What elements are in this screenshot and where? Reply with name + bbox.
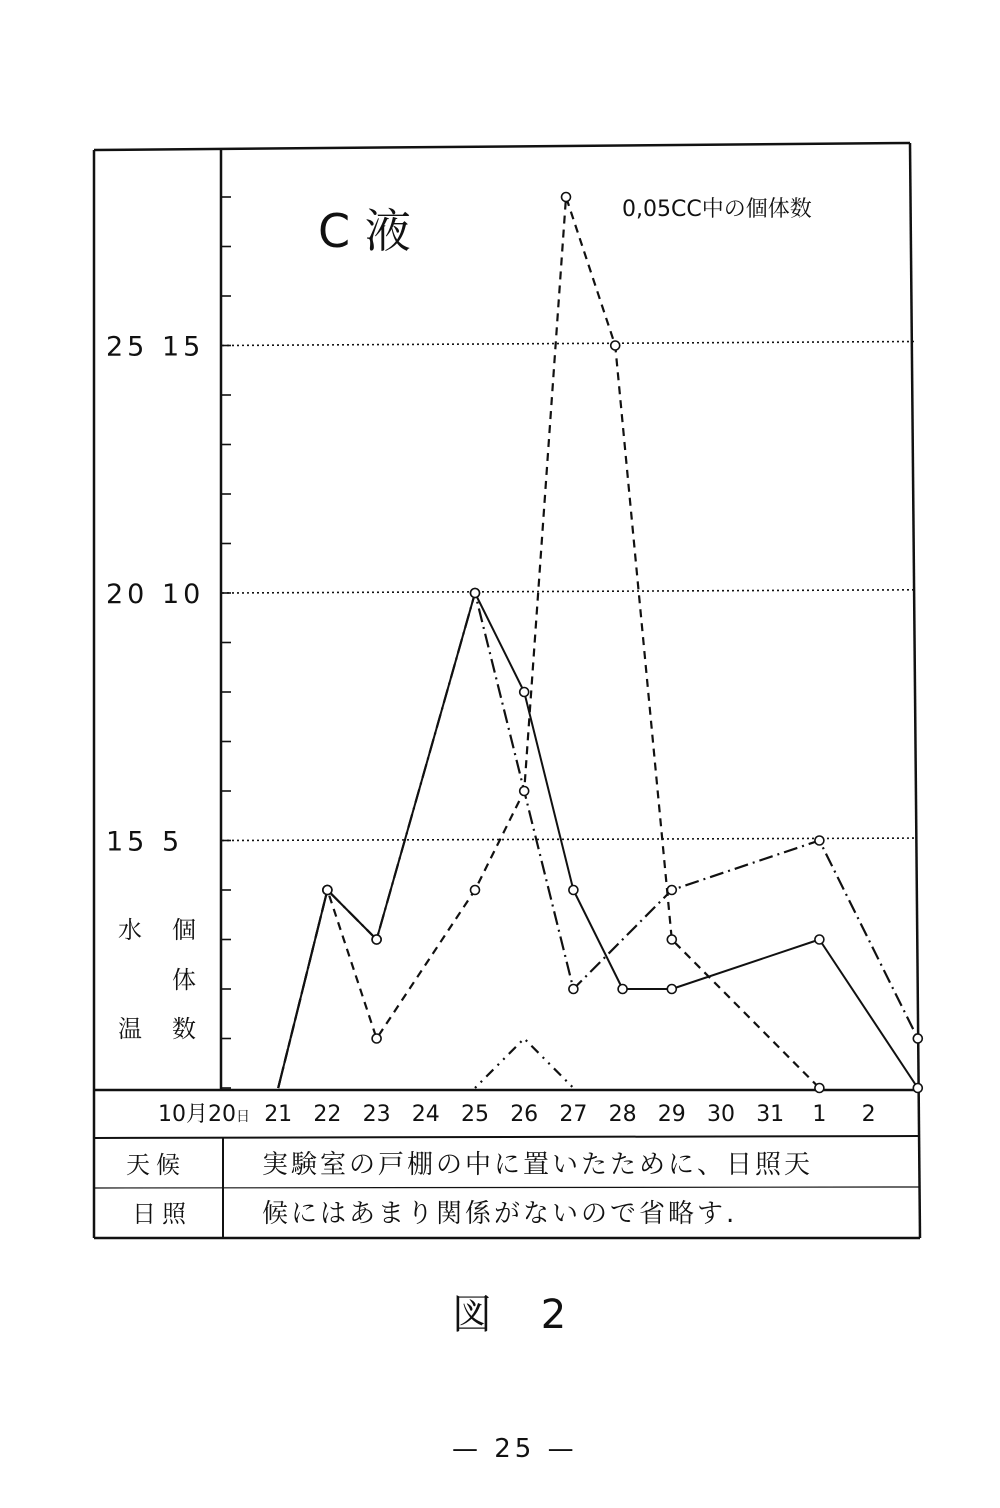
series-line-dot-dot-dash (475, 1039, 573, 1089)
x-label-26: 26 (510, 1102, 539, 1127)
series-1-point-7 (667, 935, 676, 944)
x-label-25: 25 (461, 1102, 489, 1127)
x-label-29: 29 (657, 1102, 686, 1127)
x-label-2: 2 (861, 1102, 876, 1127)
x-label-27: 27 (559, 1102, 588, 1127)
grid-line-10 (222, 590, 914, 593)
figure-caption: 図 2 (452, 1292, 585, 1338)
ylabel-right-1: 個 (172, 916, 202, 944)
series-0-point-7 (913, 1034, 922, 1043)
series-0-point-6 (815, 836, 824, 845)
chart-title: C 液 (318, 204, 411, 258)
series-1-point-3 (471, 886, 480, 895)
series-line-dashed (278, 197, 819, 1088)
series-1-point-5 (562, 193, 571, 202)
frame-top (94, 143, 910, 150)
x-label-month: 10月 (158, 1102, 208, 1127)
x-label-31: 31 (756, 1102, 785, 1127)
ylabel-right-3: 数 (172, 1015, 202, 1043)
series-2-point-5 (569, 886, 578, 895)
data-series (278, 193, 922, 1093)
y-label-count-15: 15 (162, 331, 205, 363)
row-label-weather: 天候 (126, 1151, 186, 1179)
x-label-30: 30 (707, 1102, 735, 1127)
x-label-28: 28 (608, 1102, 637, 1127)
ylabel-right-2: 体 (172, 966, 202, 994)
row-divider-mid (94, 1187, 919, 1188)
series-2-point-8 (815, 935, 824, 944)
series-2-point-3 (471, 589, 480, 598)
x-label-day: 20 (208, 1102, 236, 1127)
series-1-point-2 (372, 1034, 381, 1043)
series-0-point-4 (569, 985, 578, 994)
grid-lines (222, 342, 914, 841)
y-label-temp-25: 25 (106, 331, 149, 363)
ylabel-left-1: 水 (118, 916, 148, 944)
row-label-sunshine: 日照 (132, 1200, 192, 1228)
row-text-sunshine: 候にはあまり関係がないので省略す. (262, 1199, 738, 1229)
row-text-weather: 実験室の戸棚の中に置いたために、日照天 (262, 1150, 814, 1180)
y-label-temp-20: 20 (106, 579, 149, 610)
series-2-point-1 (323, 886, 332, 895)
ylabel-left-2: 温 (118, 1015, 148, 1043)
row-divider-top (94, 1136, 919, 1138)
x-label-21: 21 (264, 1102, 293, 1127)
chart-frame (94, 143, 920, 1238)
y-label-count-10: 10 (162, 579, 205, 610)
x-label-24: 24 (411, 1102, 440, 1127)
x-label-23: 23 (362, 1102, 391, 1127)
series-2-point-9 (913, 1084, 922, 1093)
x-tick-labels (158, 1102, 876, 1127)
series-2-point-2 (372, 935, 381, 944)
series-2-point-7 (667, 985, 676, 994)
grid-line-5 (222, 838, 914, 840)
series-2-point-4 (520, 688, 529, 697)
series-2-point-6 (618, 985, 627, 994)
grid-line-15 (222, 342, 914, 346)
y-label-count-5: 5 (162, 826, 184, 858)
page-number: — 25 — (452, 1434, 578, 1464)
x-label-22: 22 (313, 1102, 342, 1127)
series-1-point-4 (520, 787, 529, 796)
x-label-unit: 日 (236, 1109, 250, 1125)
series-1-point-8 (815, 1084, 824, 1093)
series-0-point-5 (667, 886, 676, 895)
y-ticks (221, 197, 231, 1088)
y-axis-labels (106, 332, 204, 858)
series-1-point-6 (611, 341, 620, 350)
chart-note: 0,05CC中の個体数 (622, 197, 812, 222)
x-label-start (158, 1102, 250, 1127)
y-label-temp-15: 15 (106, 826, 149, 858)
frame-right (910, 143, 920, 1238)
x-label-1: 1 (812, 1102, 827, 1127)
